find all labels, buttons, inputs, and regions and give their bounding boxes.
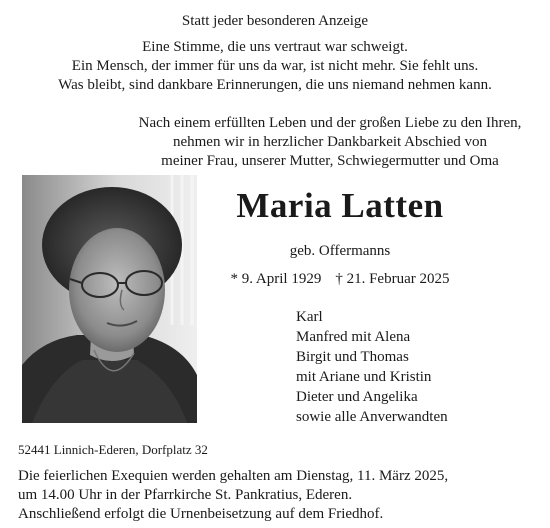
service-line-1: Die feierlichen Exequien werden gehalten am Dienstag, 11. März 2025, <box>18 468 449 484</box>
birth-date: * 9. April 1929 <box>230 271 322 287</box>
portrait-photo <box>22 175 197 423</box>
poem-line-1: Eine Stimme, die uns vertraut war schweigt. <box>142 39 408 55</box>
farewell-line-2: nehmen wir in herzlicher Dankbarkeit Abschied von <box>172 134 488 150</box>
mourner-3: Birgit und Thomas <box>296 349 409 365</box>
mourner-5: Dieter und Angelika <box>296 389 418 405</box>
mourner-2: Manfred mit Alena <box>296 329 411 345</box>
address: 52441 Linnich-Ederen, Dorfplatz 32 <box>18 442 208 457</box>
poem-line-2: Ein Mensch, der immer für uns da war, ist nicht mehr. Sie fehlt uns. <box>71 58 479 74</box>
death-date: † 21. Februar 2025 <box>335 271 450 287</box>
deceased-name: Maria Latten <box>236 186 444 225</box>
mourner-4: mit Ariane und Kristin <box>296 369 432 385</box>
service-line-3: Anschließend erfolgt die Urnenbeisetzung auf dem Friedhof. <box>18 506 384 522</box>
farewell-line-1: Nach einem erfüllten Leben und der großen Liebe zu den Ihren, <box>138 115 522 131</box>
poem-line-3: Was bleibt, sind dankbare Erinnerungen, die uns niemand nehmen kann. <box>58 77 492 93</box>
intro-text: Statt jeder besonderen Anzeige <box>181 13 369 29</box>
maiden-name: geb. Offermanns <box>289 243 391 259</box>
farewell-line-3: meiner Frau, unserer Mutter, Schwiegermutter und Oma <box>161 153 499 169</box>
mourner-6: sowie alle Anverwandten <box>296 409 448 425</box>
service-line-2: um 14.00 Uhr in der Pfarrkirche St. Pankratius, Ederen. <box>18 487 353 503</box>
mourner-1: Karl <box>296 309 323 325</box>
life-dates <box>205 270 475 289</box>
